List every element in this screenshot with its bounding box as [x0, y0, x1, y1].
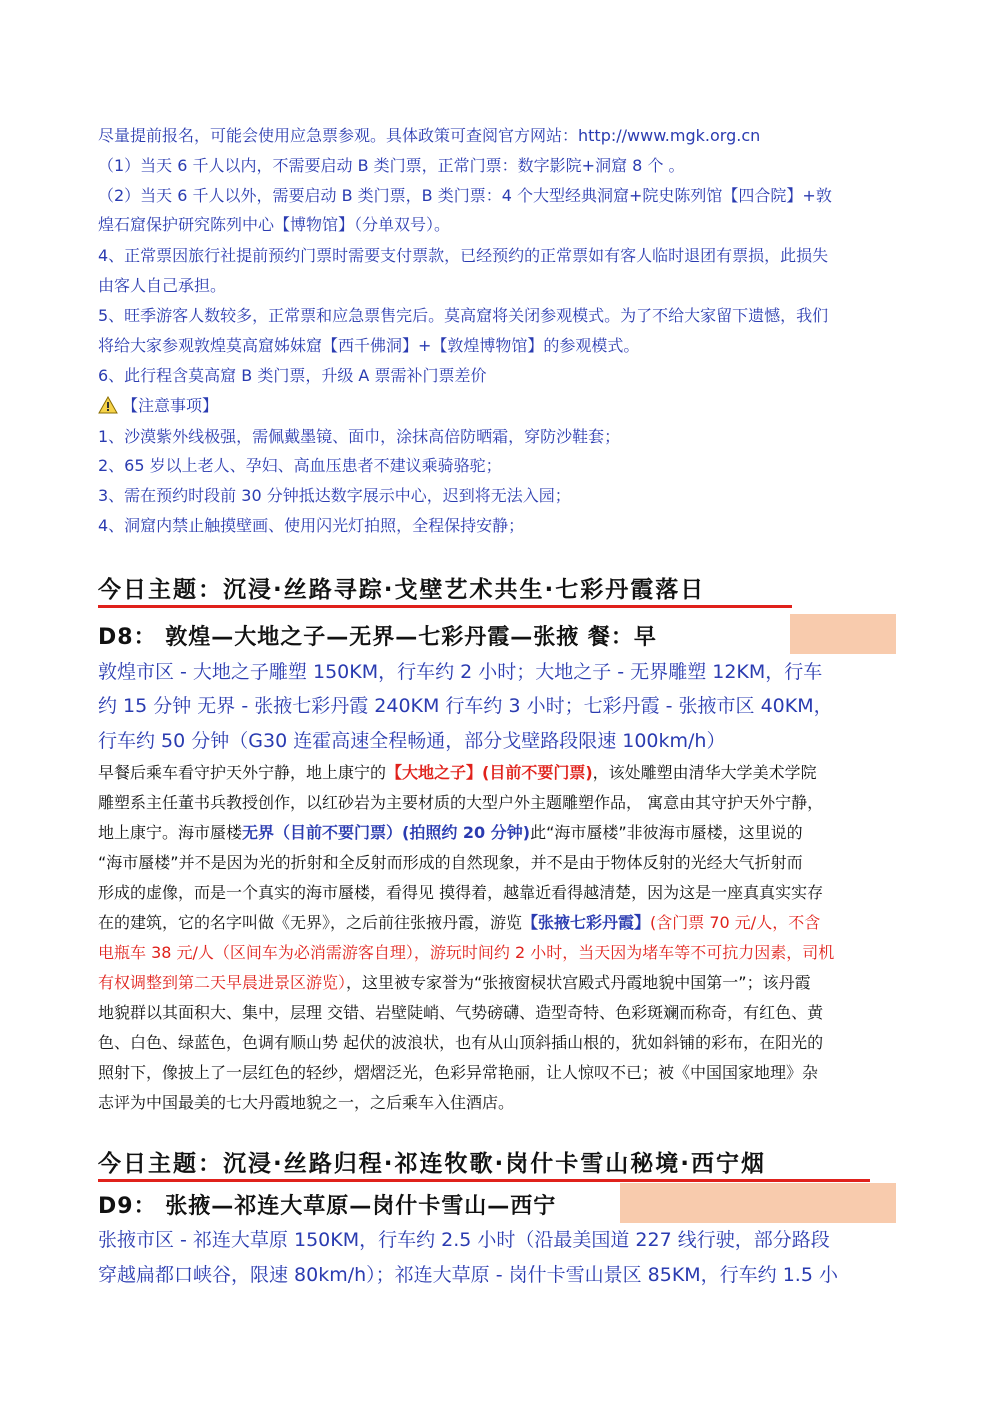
day8-desc-line: 地貌群以其面积大、集中，层理 交错、岩壁陡峭、气势磅礴、造型奇特、色彩斑斓而称奇，有红色、黄 [98, 1003, 824, 1022]
intro-line: 将给大家参观敦煌莫高窟姊妹窟【西千佛洞】+【敦煌博物馆】的参观模式。 [98, 336, 640, 355]
intro-line: 由客人自己承担。 [98, 276, 227, 295]
day8-desc-line: 早餐后乘车看守护天外宁静，地上康宁的【大地之子】(目前不要门票)，该处雕塑由清华大学美术学院 [98, 763, 817, 782]
notice-title: 【注意事项】 [122, 396, 219, 415]
day8-desc-line: 色、白色、绿蓝色，色调有顺山势 起伏的波浪状，也有从山顶斜插山根的，犹如斜铺的彩布，在阳光的 [98, 1033, 824, 1052]
day9-title-highlight [620, 1183, 896, 1223]
day8-theme: 今日主题：沉浸·丝路寻踪·戈壁艺术共生·七彩丹霞落日 [98, 577, 706, 603]
highlight-dadizhizi: 【大地之子】(目前不要门票) [386, 763, 593, 782]
day9-route-line: 穿越扁都口峡谷，限速 80km/h）；祁连大草原 - 岗什卡雪山景区 85KM，行车约 1.5 小 [98, 1264, 838, 1286]
notice-item: 1、沙漠紫外线极强，需佩戴墨镜、面巾，涂抹高倍防晒霜，穿防沙鞋套； [98, 427, 621, 446]
notice-item: 3、需在预约时段前 30 分钟抵达数字展示中心，迟到将无法入园； [98, 486, 571, 505]
day8-desc-line: 在的建筑，它的名字叫做《无界》，之后前往张掖丹霞，游览【张掖七彩丹霞】(含门票 70 元/人，不含 [98, 913, 821, 932]
day8-desc-line: 雕塑系主任董书兵教授创作，以红砂岩为主要材质的大型户外主题雕塑作品， 寓意由其守护天外宁静， [98, 793, 824, 812]
day9-theme-underline [98, 1179, 870, 1182]
intro-line: 煌石窟保护研究陈列中心【博物馆】（分单双号）。 [98, 215, 451, 234]
intro-line: 4、正常票因旅行社提前预约门票时需要支付票款，已经预约的正常票如有客人临时退团有票损，此损失 [98, 246, 829, 265]
intro-line: 6、此行程含莫高窟 B 类门票，升级 A 票需补门票差价 [98, 366, 487, 385]
day8-route-line: 行车约 50 分钟（G30 连霍高速全程畅通，部分戈壁路段限速 100km/h） [98, 730, 726, 752]
day8-route-line: 敦煌市区 - 大地之子雕塑 150KM，行车约 2 小时；大地之子 - 无界雕塑 12KM，行车 [98, 661, 823, 683]
day9-route-line: 张掖市区 - 祁连大草原 150KM，行车约 2.5 小时（沿最美国道 227 线行驶，部分路段 [98, 1229, 830, 1251]
day8-desc-line: 电瓶车 38 元/人（区间车为必消需游客自理），游玩时间约 2 小时，当天因为堵车等不可抗力因素，司机 [98, 943, 835, 962]
day8-desc-line: 照射下，像披上了一层红色的轻纱，熠熠泛光，色彩异常艳丽，让人惊叹不已；被《中国国家地理》杂 [98, 1063, 819, 1082]
day8-title-highlight [790, 614, 896, 654]
intro-line: （2）当天 6 千人以外，需要启动 B 类门票，B 类门票：4 个大型经典洞窟+院史陈列馆【四合院】+敦 [98, 186, 832, 205]
day8-desc-line: 志评为中国最美的七大丹霞地貌之一，之后乘车入住酒店。 [98, 1093, 515, 1112]
day8-theme-underline [98, 605, 792, 608]
day8-title: D8： 敦煌—大地之子—无界—七彩丹霞—张掖 餐：早 [98, 625, 657, 650]
day9-title: D9： 张掖—祁连大草原—岗什卡雪山—西宁 [98, 1194, 557, 1219]
day8-desc-line: 地上康宁。海市蜃楼无界（目前不要门票）(拍照约 20 分钟)此“海市蜃楼”非彼海市蜃楼，这里说的 [98, 823, 803, 842]
intro-line: 5、旺季游客人数较多，正常票和应急票售完后。莫高窟将关闭参观模式。为了不给大家留下遗憾，我们 [98, 306, 829, 325]
day8-route-line: 约 15 分钟 无界 - 张掖七彩丹霞 240KM 行车约 3 小时；七彩丹霞 - 张掖市区 40KM， [98, 695, 833, 717]
highlight-danxia: 【张掖七彩丹霞】 [522, 913, 651, 932]
notice-heading [98, 396, 218, 416]
intro-line: 尽量提前报名，可能会使用应急票参观。具体政策可查阅官方网站：http://www.mgk.org.cn [98, 126, 761, 145]
day8-desc-line: “海市蜃楼”并不是因为光的折射和全反射而形成的自然现象，并不是由于物体反射的光经大气折射而 [98, 853, 803, 872]
day9-theme: 今日主题：沉浸·丝路归程·祁连牧歌·岗什卡雪山秘境·西宁烟 [98, 1151, 766, 1177]
intro-line: （1）当天 6 千人以内，不需要启动 B 类门票，正常门票：数字影院+洞窟 8 个 。 [98, 156, 685, 175]
day8-desc-line: 有权调整到第二天早晨进景区游览），这里被专家誉为“张掖窗棂状宫殿式丹霞地貌中国第一”；该丹霞 [98, 973, 811, 992]
notice-item: 4、洞窟内禁止触摸壁画、使用闪光灯拍照，全程保持安静； [98, 516, 525, 535]
day8-desc-line: 形成的虚像，而是一个真实的海市蜃楼，看得见 摸得着，越靠近看得越清楚，因为这是一座真真实实存 [98, 883, 824, 902]
notice-item: 2、65 岁以上老人、孕妇、高血压患者不建议乘骑骆驼； [98, 456, 502, 475]
warning-icon [98, 396, 118, 414]
day9-title-bar [98, 1183, 896, 1223]
day8-title-bar [98, 614, 896, 654]
highlight-wujie: 无界（目前不要门票）(拍照约 20 分钟) [242, 823, 531, 842]
